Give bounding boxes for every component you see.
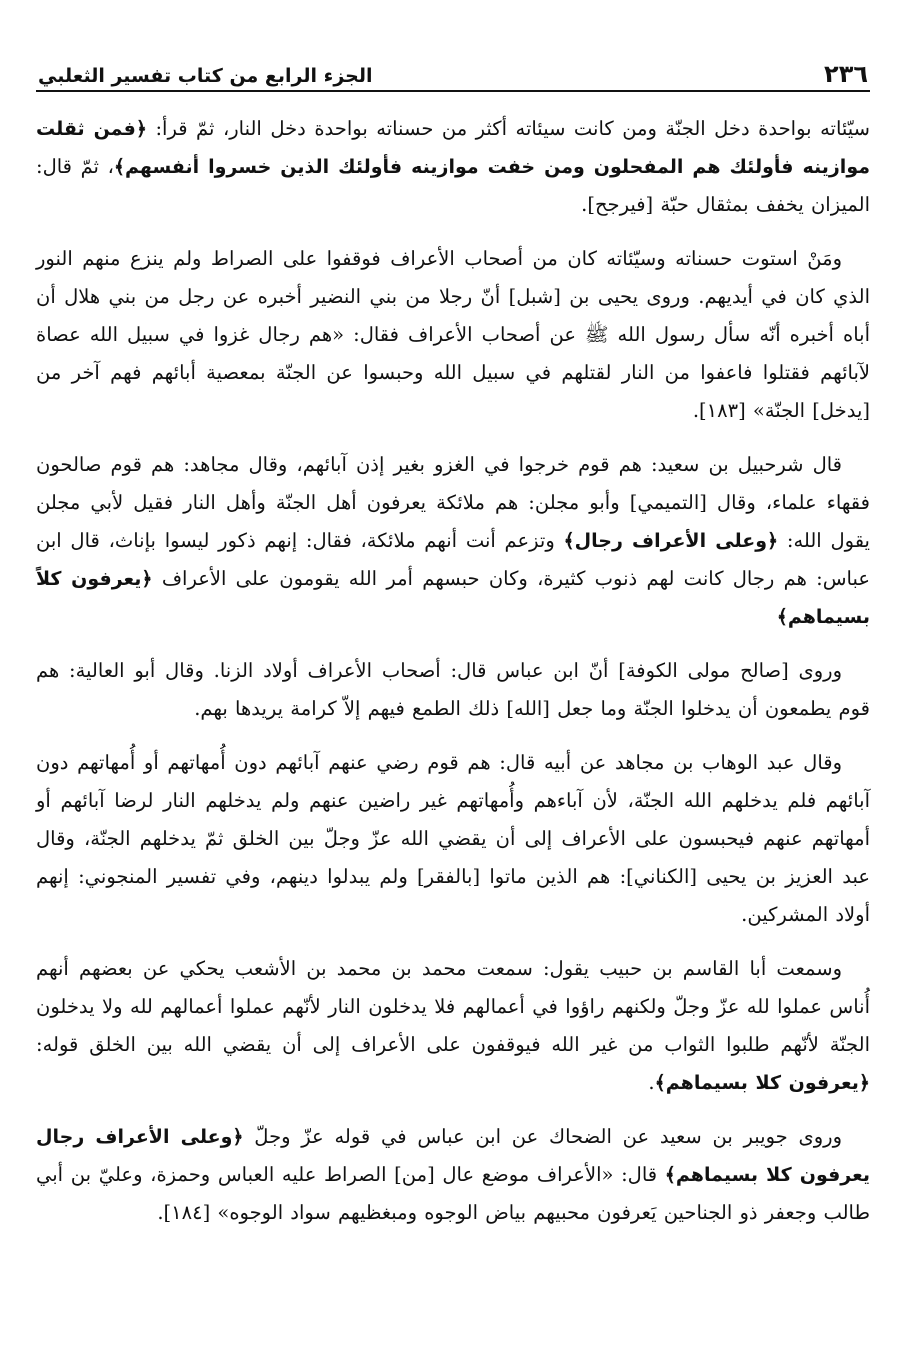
quran-quote: ﴿يعرفون كلاً بسيماهم﴾ bbox=[36, 568, 870, 628]
paragraph-3 bbox=[36, 446, 870, 636]
text-span: وروى [صالح مولى الكوفة] أنّ ابن عباس قال: أصحاب الأعراف أولاد الزنا. وقال أبو العالية: هم قوم يطمعون أن يدخلوا الجنّة وما جعل [الله] ذلك الطمع فيهم إلاّ كرامة يريدها بهم. bbox=[36, 659, 870, 720]
text-span: وقال عبد الوهاب بن مجاهد عن أبيه قال: هم قوم رضي عنهم آبائهم دون أُمهاتهم أو أُمهاتهم دون آبائهم فلم يدخلهم الله الجنّة، لأن آباءهم وأُمهاتهم غير راضين عنهم ولم يدخلهم النار لرضا آبائهم أو أمهاتهم عنهم فيحبسون على الأعراف إلى أن يقضي الله عزّ وجلّ بين الخلق ثمّ يدخلهم الجنّة، وقال عبد العزيز بن يحيى [الكناني]: هم الذين ماتوا [بالفقر] ولم يبدلوا دينهم، وفي تفسير المنجوني: إنهم أولاد المشركين. bbox=[36, 751, 870, 926]
paragraph-5 bbox=[36, 744, 870, 934]
text-span: وسمعت أبا القاسم بن حبيب يقول: سمعت محمد بن محمد بن الأشعب يحكي عن بعضهم أنهم أُناس عملوا لله عزّ وجلّ ولكنهم راؤوا في أعمالهم فلا يدخلون النار لأنّهم عملوا أعمالهم لله ولا يدخلون الجنّة لأنّهم طلبوا الثواب من غير الله فيوقفون على الأعراف إلى أن يقضي الله بين الخلق قوله: bbox=[36, 957, 870, 1056]
text-span: وتزعم أنت أنهم ملائكة، فقال: إنهم ذكور ليسوا بإناث، قال ابن عباس: هم رجال كانت لهم ذنوب كثيرة، وكان حبسهم أمر الله يقومون على الأعراف bbox=[36, 529, 870, 590]
page-header bbox=[36, 52, 870, 92]
text-span: ، ثمّ قال: الميزان يخفف بمثقال حبّة [فيرجح]. bbox=[36, 155, 870, 216]
text-span: وروى جويبر بن سعيد عن الضحاك عن ابن عباس في قوله عزّ وجلّ bbox=[243, 1125, 842, 1148]
text-span: قال شرحبيل بن سعيد: هم قوم خرجوا في الغزو بغير إذن آبائهم، وقال مجاهد: هم قوم صالحون فقهاء علماء، وقال [التميمي] وأبو مجلن: هم ملائكة يعرفون أهل الجنّة وأهل النار فقيل لأبي مجلن يقول الله: bbox=[36, 453, 870, 552]
quran-quote: ﴿فمن ثقلت موازينه فأولئك هم المفحلون ومن خفت موازينه فأولئك الذين خسروا أنفسهم﴾ bbox=[36, 118, 870, 178]
text-span: . bbox=[648, 1071, 655, 1094]
text-span: ومَنْ استوت حسناته وسيّئاته كان من أصحاب الأعراف فوقفوا على الصراط ولم ينزع منهم النور الذي كان في أيديهم. وروى يحيى بن [شبل] أنّ رجلا من بني النضير أخبره عن رجل من بني هلال أن أباه أخبره أنّه سأل رسول الله ﷺ عن أصحاب الأعراف فقال: «هم رجال غزوا في سبيل الله عصاة لآبائهم فقتلوا فاعفوا من النار لقتلهم في سبيل الله وحبسوا عن الجنّة بمعصية أبائهم فهم آخر من [يدخل] الجنّة» [١٨٣]. bbox=[36, 247, 870, 422]
quran-quote: ﴿وعلى الأعراف رجال﴾ bbox=[563, 530, 779, 552]
paragraph-6 bbox=[36, 950, 870, 1102]
page-number: ٢٣٦ bbox=[824, 60, 868, 88]
paragraph-2 bbox=[36, 240, 870, 430]
document-page bbox=[36, 52, 870, 1248]
text-span: سيّئاته بواحدة دخل الجنّة ومن كانت سيئاته أكثر من حسناته بواحدة دخل النار، ثمّ قرأ: bbox=[147, 117, 871, 140]
body-text bbox=[36, 110, 870, 1232]
paragraph-1 bbox=[36, 110, 870, 224]
quran-quote: ﴿وعلى الأعراف رجال يعرفون كلا بسيماهم﴾ bbox=[36, 1126, 870, 1186]
paragraph-4 bbox=[36, 652, 870, 728]
text-span: قال: «الأعراف موضع عال [من] الصراط عليه العباس وحمزة، وعليّ بن أبي طالب وجعفر ذو الجناحين يَعرفون محبيهم بياض الوجوه ومبغظيهم سواد الوجوه» [١٨٤]. bbox=[36, 1163, 870, 1224]
running-title: الجزء الرابع من كتاب تفسير الثعلبي bbox=[38, 65, 373, 87]
quran-quote: ﴿يعرفون كلا بسيماهم﴾ bbox=[654, 1072, 870, 1094]
paragraph-7 bbox=[36, 1118, 870, 1232]
